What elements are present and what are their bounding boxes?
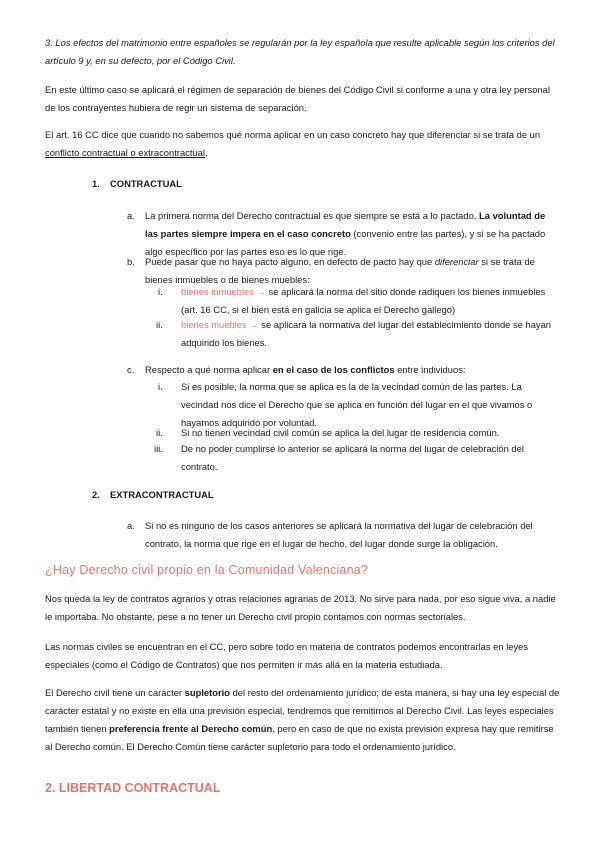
article-9-paragraph: 3. Los efectos del matrimonio entre españoles se regularán por la ley española que resulte aplicable según los criterios del artículo 9 y, en su defecto, por el Código Civil. — [45, 37, 555, 66]
sublist-marker: i. — [158, 286, 163, 297]
term-highlight: bienes muebles — [181, 319, 247, 330]
item-text: La primera norma del Derecho contractual es que siempre se está a lo pactado. — [145, 210, 480, 221]
para-bold: supletorio — [184, 687, 230, 698]
normas-civiles-paragraph: Las normas civiles se encuentran en el CC, pero sobre todo en materia de contratos podemos encontrarlas en leyes especiales (como el Código de Contratos) que nos permiten ir más allá en la materia estudiada. — [45, 641, 529, 670]
term-highlight: bienes inmuebles — [181, 286, 254, 297]
item-text: se aplicará la normativa del lugar del establecimiento donde se hayan adquirido los bienes. — [181, 319, 552, 348]
section-title: CONTRACTUAL — [110, 178, 182, 189]
sublist-marker: ii. — [156, 319, 163, 330]
sublist-item-celebracion: De no poder cumplirse lo anterior se aplicará la norma del lugar de celebración del contrato. — [181, 443, 524, 472]
arrow-icon: → — [249, 319, 259, 330]
art16-end: . — [204, 147, 208, 158]
list-marker: a. — [127, 520, 135, 531]
sublist-marker: iii. — [154, 443, 163, 454]
arrow-icon: → — [256, 286, 266, 297]
list-marker: a. — [127, 210, 135, 221]
para-text: El Derecho civil tiene un carácter — [45, 687, 185, 698]
item-text: (convenio entre las partes), y si se ha pactado algo específico por las partes eso es lo que rige. — [145, 228, 546, 257]
list-item-c — [145, 361, 560, 379]
item-text: Puede pasar que no haya pacto alguno, en defecto de pacto hay que — [145, 256, 435, 267]
sublist-marker: i. — [158, 381, 163, 392]
section-contractual-heading — [92, 178, 182, 189]
section-extracontractual-heading — [92, 489, 214, 500]
separacion-paragraph: En este último caso se aplicará el régimen de separación de bienes del Código Civil si conforme a una y otra ley personal de los contrayentes hubiera de regir un sistema de separación. — [45, 84, 550, 113]
item-text: se aplicará la norma del sitio donde radiquen los bienes inmuebles (art. 16 CC, si el bien está en galicia se aplica el Derecho gallego) — [181, 286, 546, 315]
sublist-marker: ii. — [156, 427, 163, 438]
heading-comunidad-valenciana: ¿Hay Derecho civil propio en la Comunidad Valenciana? — [45, 563, 369, 577]
item-text: si se trata de bienes inmuebles o de bienes muebles: — [145, 256, 535, 285]
section-title: EXTRACONTRACTUAL — [110, 489, 214, 500]
para-text: , pero en caso de que no exista previsión expresa hay que remitirse al Derecho común. El Derecho Común tiene carácter supletorio para todo el ordenamiento jurídico. — [45, 723, 554, 752]
sublist-item-muebles — [181, 316, 560, 352]
art16-text: El art. 16 CC dice que cuando no sabemos qué norma aplicar en un caso concreto hay que diferenciar si se trata de un — [45, 129, 541, 140]
sublist-item-inmuebles — [181, 283, 560, 319]
list-marker: c. — [127, 364, 135, 375]
list-item-extracontractual: Si no es ninguno de los casos anteriores se aplicará la normativa del lugar de celebración del contrato, la norma que rige en el lugar de hecho, del lugar donde surge la obligación. — [145, 520, 533, 549]
conflict-type-link: conflicto contractual o extracontractual — [45, 147, 205, 158]
para-text: del resto del ordenamiento jurídico; de esta manera, si hay una ley especial de carácter estatal y no existe en ella una previsión especial, tendremos que remitirnos al Derecho Civil. Las leyes especiales también tienen — [45, 687, 560, 734]
item-text: Respecto a qué norma aplicar — [145, 364, 273, 375]
item-text: entre individuos: — [394, 364, 466, 375]
supletorio-paragraph — [45, 684, 560, 756]
section-number: 2. — [92, 489, 100, 500]
sublist-item-vecindad: Si es posible, la norma que se aplica es la de la vecindad común de las partes. La vecindad nos dice el Derecho que se aplica en función del lugar en el que vivamos o hayamos adquirido por voluntad. — [181, 381, 533, 428]
ley-contratos-agrarios-paragraph: Nos queda la ley de contratos agrarios y otras relaciones agrarias de 2013. No sirve para nada, por eso sigue viva, a nadie le importaba. No obstante, pese a no tener un Derecho civil propio contamos con normas sectoriales. — [45, 593, 556, 622]
item-bold: en el caso de los conflictos — [272, 364, 395, 375]
art16-paragraph — [45, 126, 560, 162]
section-number: 1. — [92, 178, 100, 189]
list-marker: b. — [127, 256, 135, 267]
sublist-item-residencia: Si no tienen vecindad civil común se aplica la del lugar de residencia común. — [181, 427, 500, 438]
heading-libertad-contractual: 2. LIBERTAD CONTRACTUAL — [45, 781, 221, 795]
item-bold: La voluntad de las partes siempre impera en el caso concreto — [145, 210, 546, 239]
item-italic: diferenciar — [434, 256, 479, 267]
para-bold: preferencia frente al Derecho común — [109, 723, 273, 734]
